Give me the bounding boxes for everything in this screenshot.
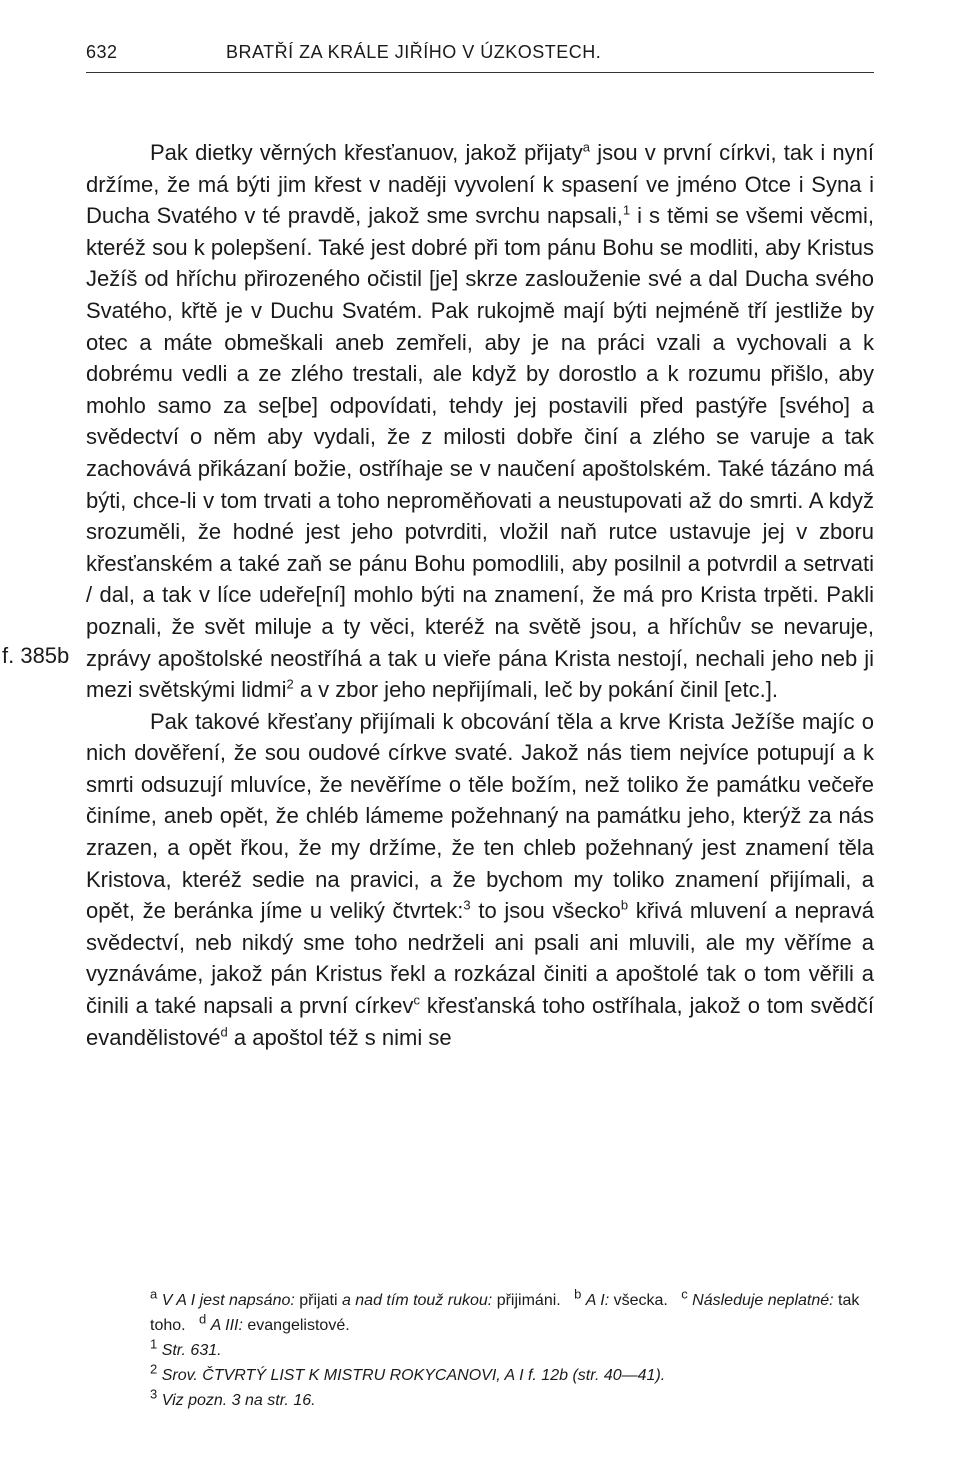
critical-mark: d: [220, 1024, 228, 1040]
footnote-text: Srov. ČTVRTÝ LIST K MISTRU ROKYCANOVI, A I f. 12b (str. 40—41).: [161, 1367, 666, 1384]
critical-mark: b: [620, 897, 629, 913]
variant-text: přijati: [294, 1292, 342, 1309]
footnote-3: [86, 1388, 874, 1413]
footnote-1: [86, 1338, 874, 1363]
critical-mark: a: [582, 139, 590, 155]
critical-mark: c: [681, 1286, 688, 1302]
text-run: křivá mluvení a nepravá svědectví, neb nikdý sme toho nedrželi ani psali ani mluvili, ale my věříme a vyznáváme, jakož pán Kristus řekl a rozkázal činiti a apoštolé tak o tom věřili a činili a také napsali a první církev: [86, 898, 875, 1019]
paragraph-2: [86, 706, 874, 1054]
source-note: A III:: [210, 1317, 243, 1334]
paragraph-1: [86, 137, 874, 706]
header-rule: [86, 72, 874, 73]
footnote-mark: 3: [463, 897, 471, 913]
text-run: Pak dietky věrných křesťanuov, jakož přijaty: [150, 140, 583, 165]
critical-apparatus: [86, 1288, 874, 1338]
text-run: jsou v první církvi, tak i nyní držíme, že má býti jim křest v naději vyvolení k spasení ve jméno Otce i Syna i Ducha Svatého v té pravdě, jakož sme svrchu napsali,: [86, 140, 875, 229]
footnote-mark: 2: [286, 676, 294, 692]
running-title: BRATŘÍ ZA KRÁLE JIŘÍHO V ÚZKOSTECH.: [226, 42, 602, 62]
source-note: a nad tím touž rukou:: [341, 1292, 493, 1309]
footnote-text: Str. 631.: [161, 1342, 222, 1359]
footnote-2: [86, 1363, 874, 1388]
variant-text: všecka.: [609, 1292, 668, 1309]
footnotes: [86, 1288, 874, 1413]
page-number: 632: [86, 42, 118, 62]
text-run: a apoštol též s nimi se: [227, 1024, 452, 1050]
main-text: [86, 137, 874, 1053]
text-run: to jsou všecko: [470, 898, 621, 924]
footnote-text: Viz pozn. 3 na str. 16.: [161, 1392, 316, 1409]
variant-text: přijimáni.: [492, 1292, 561, 1309]
footnote-mark: 3: [150, 1386, 158, 1402]
source-note: Následuje neplatné:: [692, 1292, 834, 1309]
critical-mark: d: [198, 1311, 207, 1327]
critical-mark: b: [574, 1286, 582, 1302]
folio-margin-note: [2, 643, 69, 669]
footnote-mark: 1: [622, 202, 631, 218]
text-run: Pak takové křesťany přijímali k obcování těla a krve Krista Ježíše majíc o nich dověření, že sou oudové církve svaté. Jakož nás tiem nejvíce potupují a k smrti odsuzují mluvíce, že nevěříme o těle božím, než toliko že památku večeře činíme, aneb opět, že chléb lámeme požehnaný na památku jeho, kterýž za nás zrazen, a opět řkou, že my držíme, že ten chleb požehnaný jest znamení těla Kristova, kteréž sedie na pravici, a že bychom my toliko znamení přijímali, a opět, že beránka jíme u veliký čtvrtek:: [86, 708, 874, 924]
source-note: A I:: [585, 1292, 610, 1309]
footnote-mark: 1: [150, 1336, 158, 1352]
text-run: i s těmi se všemi věcmi, kteréž sou k polepšení. Také jest dobré při tom pánu Bohu se modliti, aby Kristus Ježíš od hříchu přirozeného očistil [je] skrze zaslouženie své a dal Ducha svého Svatého, křtě je v Duchu Svatém. Pak rukojmě mají býti nejméně tří jestliže by otec a máte obmeškali aneb zemřeli, aby je na práci vzali a vychovali a k dobrému vedli a ze zlého trestali, ale když by dorostlo a k rozumu přišlo, aby mohlo samo za se[be] odpovídati, tehdy jej postavili před pastýře [svého] a svědectví o něm aby vydali, že z milosti dobře činí a zlého se varuje a tak zachovává přikázaní božie, ostříhaje se v naučení apoštolském. Také tázáno má býti, chce-li v tom trvati a toho neproměňovati a neustupovati až do smrti. A když srozuměli, že hodné jest jeho potvrditi, vložil naň rutce ustavuje jej v zboru křesťanském a také zaň se pánu Bohu pomodlili, aby posilnil a potvrdil a setrvati / dal, a tak v líce udeře[ní] mohlo býti na znamení, že má pro Krista trpěti. Pakli poznali, že svět miluje a ty věci, kteréž na světě jsou, a hříchův se nevaruje, zprávy apoštolské neostříhá a tak u vieře pána Krista nestojí, nechali jeho neb ji mezi světskými lidmi: [86, 203, 874, 703]
text-run: křesťanská toho ostříhala, jakož o tom svědčí evandělistové: [86, 993, 874, 1050]
source-note: V A I jest napsáno:: [161, 1292, 295, 1309]
critical-mark: c: [413, 992, 421, 1008]
critical-mark: a: [150, 1286, 158, 1302]
page-header: [86, 42, 874, 76]
variant-text: tak toho.: [150, 1292, 860, 1334]
variant-text: evangelistové.: [242, 1317, 350, 1334]
folio-label: f. 385b: [2, 643, 70, 668]
footnote-mark: 2: [150, 1361, 158, 1377]
text-run: a v zbor jeho nepřijímali, leč by pokání činil [etc.].: [293, 677, 778, 703]
